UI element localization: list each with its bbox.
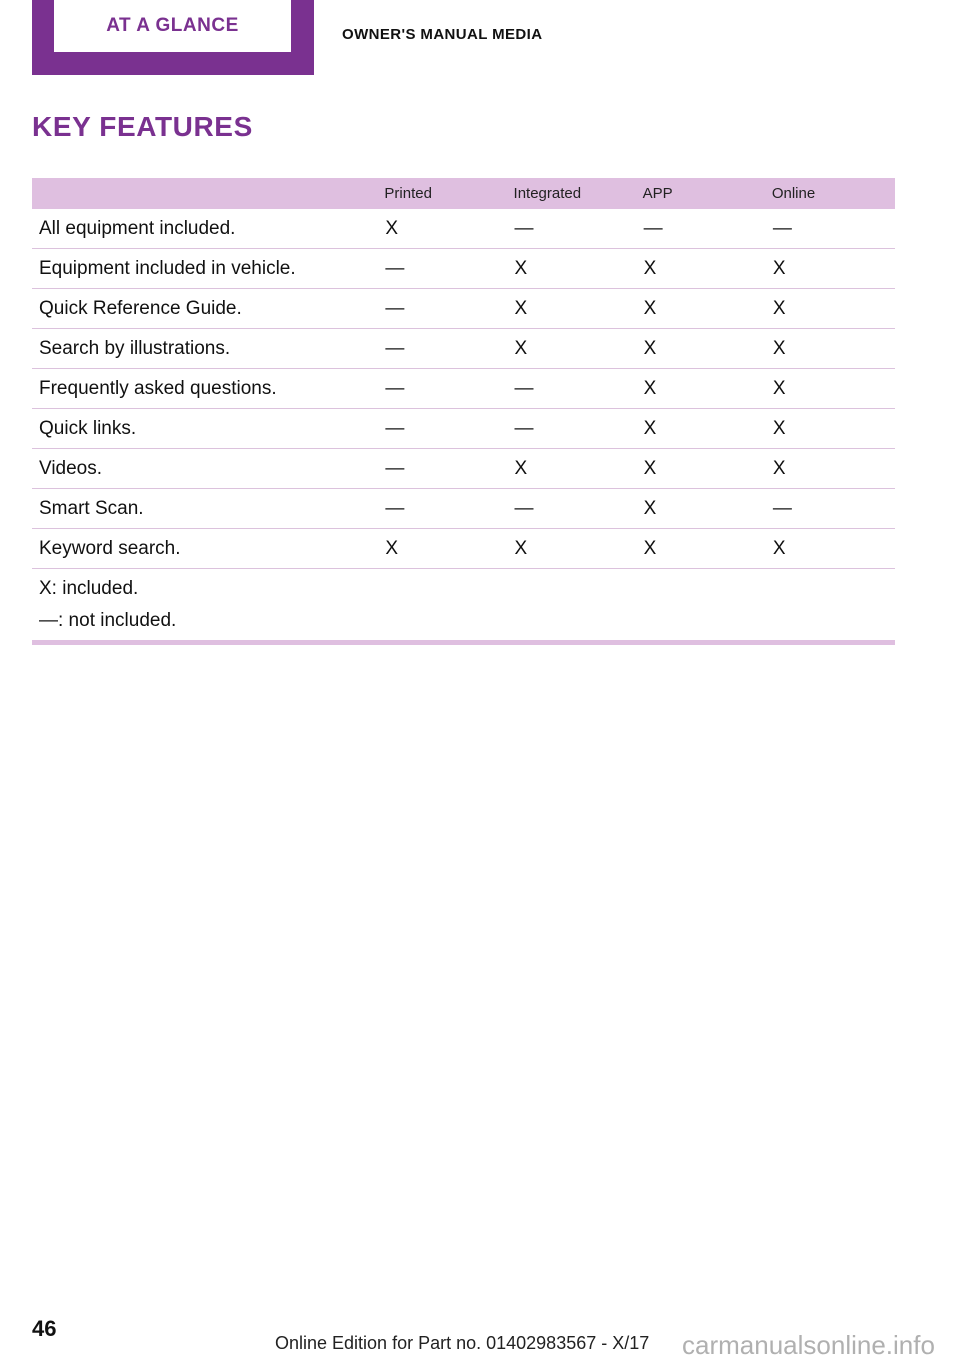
table-row — [32, 209, 895, 249]
availability-cell: — — [378, 449, 507, 489]
legend-included: X: included. — [39, 578, 139, 599]
table-row — [32, 249, 895, 289]
availability-cell: — — [508, 489, 637, 529]
availability-cell: — — [508, 209, 637, 249]
legend — [32, 572, 895, 645]
availability-cell: — — [378, 329, 507, 369]
legend-not-included: —: not included. — [39, 610, 177, 631]
table-row — [32, 449, 895, 489]
availability-cell: — — [378, 249, 507, 289]
availability-cell: — — [637, 209, 766, 249]
chapter-tab-label: AT A GLANCE — [106, 15, 239, 36]
page-number: 46 — [32, 1316, 57, 1341]
availability-cell: X — [508, 329, 637, 369]
table-row — [32, 529, 895, 569]
section-title: OWNER'S MANUAL MEDIA — [342, 26, 543, 43]
availability-cell: — — [378, 369, 507, 409]
availability-cell: X — [637, 409, 766, 449]
feature-label: Search by illustrations. — [32, 329, 378, 369]
table-header-row — [32, 178, 895, 209]
feature-label: Keyword search. — [32, 529, 378, 569]
availability-cell: X — [508, 289, 637, 329]
feature-label: Videos. — [32, 449, 378, 489]
feature-label: Quick links. — [32, 409, 378, 449]
availability-cell: X — [508, 249, 637, 289]
table-row — [32, 289, 895, 329]
availability-cell: X — [766, 289, 895, 329]
availability-cell: X — [766, 529, 895, 569]
availability-cell: — — [766, 489, 895, 529]
edition-footer: Online Edition for Part no. 01402983567 - X/17 — [275, 1333, 650, 1353]
watermark: carmanualsonline.info — [682, 1330, 935, 1360]
availability-cell: — — [378, 289, 507, 329]
chapter-tab-label-box — [54, 0, 291, 52]
feature-label: Equipment included in vehicle. — [32, 249, 378, 289]
availability-cell: X — [637, 369, 766, 409]
table-row — [32, 409, 895, 449]
availability-cell: — — [766, 209, 895, 249]
availability-cell: X — [766, 329, 895, 369]
availability-cell: X — [637, 489, 766, 529]
availability-cell: — — [508, 369, 637, 409]
availability-cell: X — [637, 329, 766, 369]
header-app: APP — [637, 178, 766, 209]
availability-cell: X — [508, 529, 637, 569]
availability-cell: — — [378, 409, 507, 449]
feature-label: All equipment included. — [32, 209, 378, 249]
availability-cell: X — [637, 449, 766, 489]
header-online: Online — [766, 178, 895, 209]
header-printed: Printed — [378, 178, 507, 209]
availability-cell: X — [637, 249, 766, 289]
availability-cell: X — [508, 449, 637, 489]
availability-cell: X — [637, 289, 766, 329]
availability-cell: X — [766, 449, 895, 489]
availability-cell: X — [766, 369, 895, 409]
feature-label: Frequently asked questions. — [32, 369, 378, 409]
page-heading: KEY FEATURES — [32, 111, 253, 142]
availability-cell: X — [637, 529, 766, 569]
feature-label: Smart Scan. — [32, 489, 378, 529]
availability-cell: X — [766, 249, 895, 289]
feature-label: Quick Reference Guide. — [32, 289, 378, 329]
availability-cell: X — [378, 209, 507, 249]
availability-cell: X — [766, 409, 895, 449]
table-row — [32, 369, 895, 409]
table-row — [32, 489, 895, 529]
table-row — [32, 329, 895, 369]
availability-cell: — — [378, 489, 507, 529]
availability-cell: X — [378, 529, 507, 569]
key-features-table — [32, 178, 895, 569]
header-empty-cell — [32, 178, 378, 209]
header-integrated: Integrated — [508, 178, 637, 209]
availability-cell: — — [508, 409, 637, 449]
